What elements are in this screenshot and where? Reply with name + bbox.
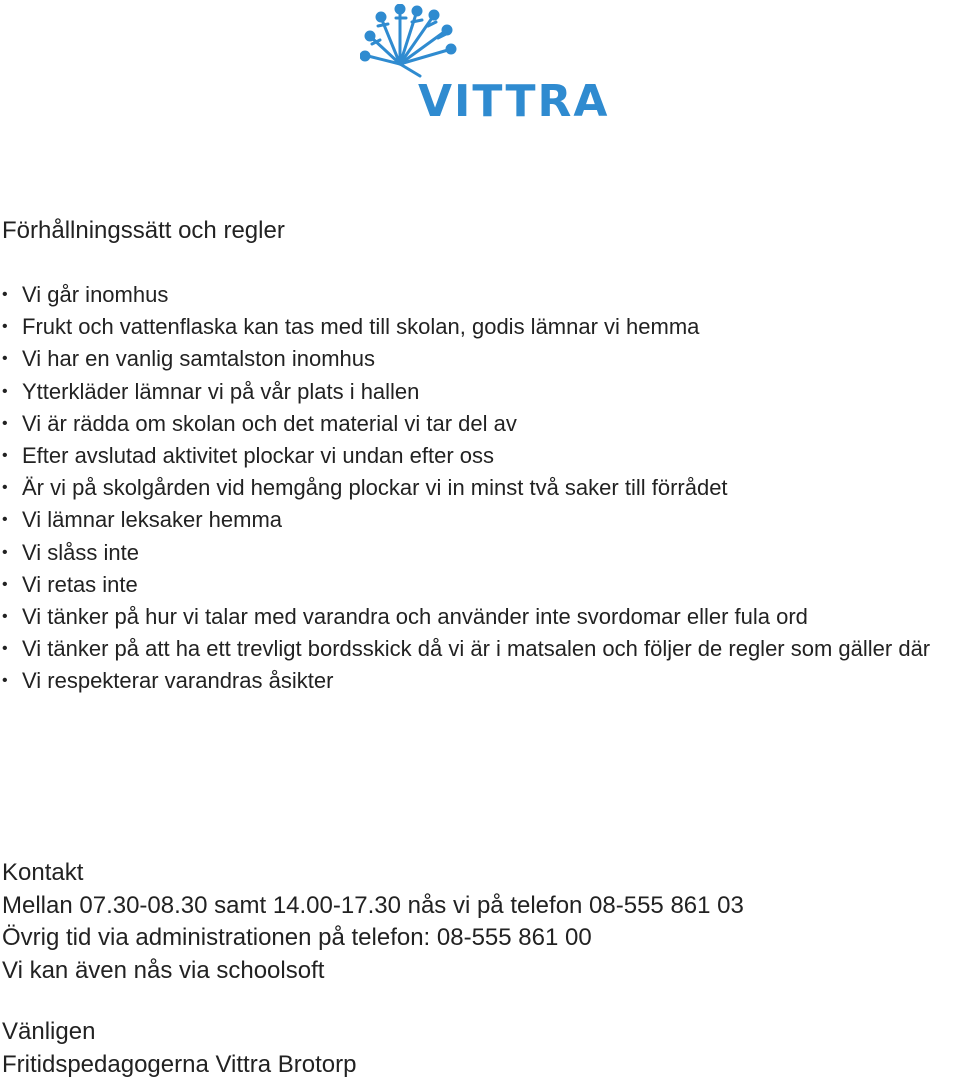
section-title: Förhållningssätt och regler: [2, 217, 285, 244]
list-item: • Vi går inomhus: [0, 279, 960, 311]
contact-schoolsoft: Vi kan även nås via schoolsoft: [2, 956, 325, 984]
list-item: • Vi lämnar leksaker hemma: [0, 504, 960, 536]
contact-heading: Kontakt: [2, 859, 84, 886]
signoff-signature: Fritidspedagogerna Vittra Brotorp: [2, 1050, 357, 1078]
list-item: • Vi retas inte: [0, 569, 960, 601]
list-item: • Är vi på skolgården vid hemgång plockar vi in minst två saker till förrådet: [0, 472, 960, 504]
list-item: • Vi har en vanlig samtalston inomhus: [0, 343, 960, 375]
logo-wordmark: VITTRA: [418, 76, 610, 127]
list-item: • Efter avslutad aktivitet plockar vi undan efter oss: [0, 440, 960, 472]
list-item: • Vi slåss inte: [0, 537, 960, 569]
list-item: • Ytterkläder lämnar vi på vår plats i hallen: [0, 376, 960, 408]
dandelion-figures-icon: [360, 4, 620, 84]
list-item: • Vi tänker på hur vi talar med varandra och använder inte svordomar eller fula ord: [0, 601, 960, 633]
signoff-greeting: Vänligen: [2, 1018, 96, 1045]
signoff: [2, 1016, 356, 1081]
contact-admin-phone: Övrig tid via administrationen på telefon: 08-555 861 00: [2, 924, 592, 951]
list-item: • Vi respekterar varandras åsikter: [0, 665, 960, 697]
vittra-logo: [360, 4, 620, 126]
list-item: • Vi tänker på att ha ett trevligt bordsskick då vi är i matsalen och följer de regler som gäller där: [0, 633, 960, 665]
contact-hours-phone: Mellan 07.30-08.30 samt 14.00-17.30 nås vi på telefon 08-555 861 03: [2, 891, 744, 919]
list-item: • Frukt och vattenflaska kan tas med till skolan, godis lämnar vi hemma: [0, 311, 960, 343]
contact-section: [2, 857, 744, 987]
list-item: • Vi är rädda om skolan och det material vi tar del av: [0, 408, 960, 440]
rules-list: [0, 279, 960, 698]
